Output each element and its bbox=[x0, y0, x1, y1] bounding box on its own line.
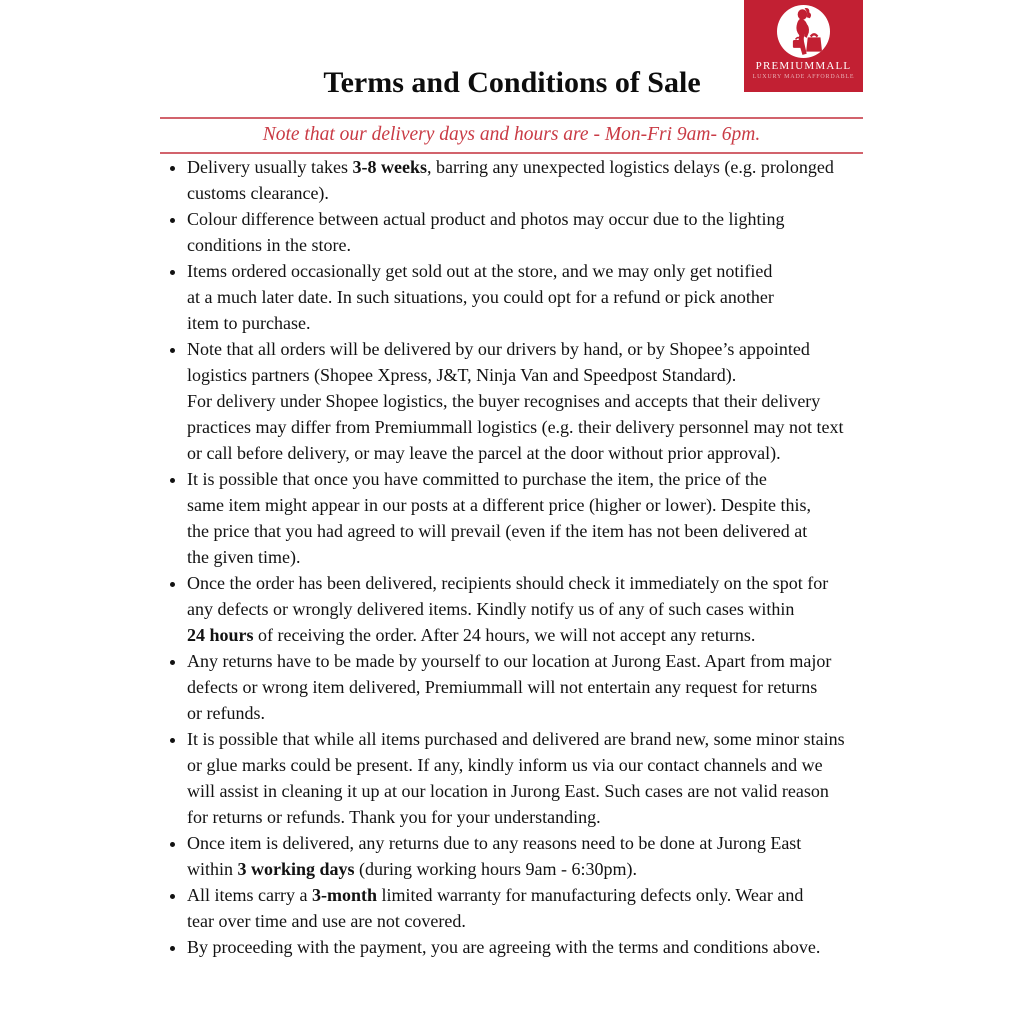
term-item: • Once item is delivered, any returns due to any reasons need to be done at Jurong East within 3 working days (during working hours 9am - 6:30pm). bbox=[187, 830, 890, 882]
woman-with-shopping-bags-icon bbox=[777, 5, 830, 58]
logo-circle bbox=[777, 5, 830, 58]
term-item: • It is possible that once you have committed to purchase the item, the price of the same item might appear in our posts at a different price (higher or lower). Despite this, the price that you had agreed to will prevail (even if the item has not been delivered at the given time). bbox=[187, 466, 890, 570]
brand-name: PREMIUMMALL bbox=[755, 60, 852, 72]
term-item: • Note that all orders will be delivered by our drivers by hand, or by Shopee’s appointed logistics partners (Shopee Xpress, J&T, Ninja Van and Speedpost Standard). For delivery under Shopee logistics, the buyer recognises and accepts that their delivery practices may differ from Premiummall logistics (e.g. their delivery personnel may not text or call before delivery, or may leave the parcel at the door without prior approval). bbox=[187, 336, 890, 466]
term-item: • Delivery usually takes 3-8 weeks, barring any unexpected logistics delays (e.g. prolonged customs clearance). bbox=[187, 154, 890, 206]
term-item: • Any returns have to be made by yourself to our location at Jurong East. Apart from major defects or wrong item delivered, Premiummall will not entertain any request for returns or refunds. bbox=[187, 648, 890, 726]
terms-list bbox=[160, 154, 890, 960]
delivery-note-text: Note that our delivery days and hours are - Mon-Fri 9am- 6pm. bbox=[262, 124, 761, 145]
term-item: • Once the order has been delivered, recipients should check it immediately on the spot for any defects or wrongly delivered items. Kindly notify us of any of such cases within 24 hours of receiving the order. After 24 hours, we will not accept any returns. bbox=[187, 570, 890, 648]
term-item: • Colour difference between actual product and photos may occur due to the lighting conditions in the store. bbox=[187, 206, 890, 258]
delivery-note-banner bbox=[160, 117, 863, 154]
term-item: • All items carry a 3-month limited warranty for manufacturing defects only. Wear and tear over time and use are not covered. bbox=[187, 882, 890, 934]
page-title: Terms and Conditions of Sale bbox=[323, 66, 701, 99]
brand-tagline: LUXURY MADE AFFORDABLE bbox=[752, 74, 855, 80]
term-item: • Items ordered occasionally get sold out at the store, and we may only get notified at a much later date. In such situations, you could opt for a refund or pick another item to purchase. bbox=[187, 258, 890, 336]
terms-section bbox=[160, 154, 890, 960]
term-item: • It is possible that while all items purchased and delivered are brand new, some minor stains or glue marks could be present. If any, kindly inform us via our contact channels and we will assist in cleaning it up at our location in Jurong East. Such cases are not valid reason for returns or refunds. Thank you for your understanding. bbox=[187, 726, 890, 830]
term-item: • By proceeding with the payment, you are agreeing with the terms and conditions above. bbox=[187, 934, 890, 960]
